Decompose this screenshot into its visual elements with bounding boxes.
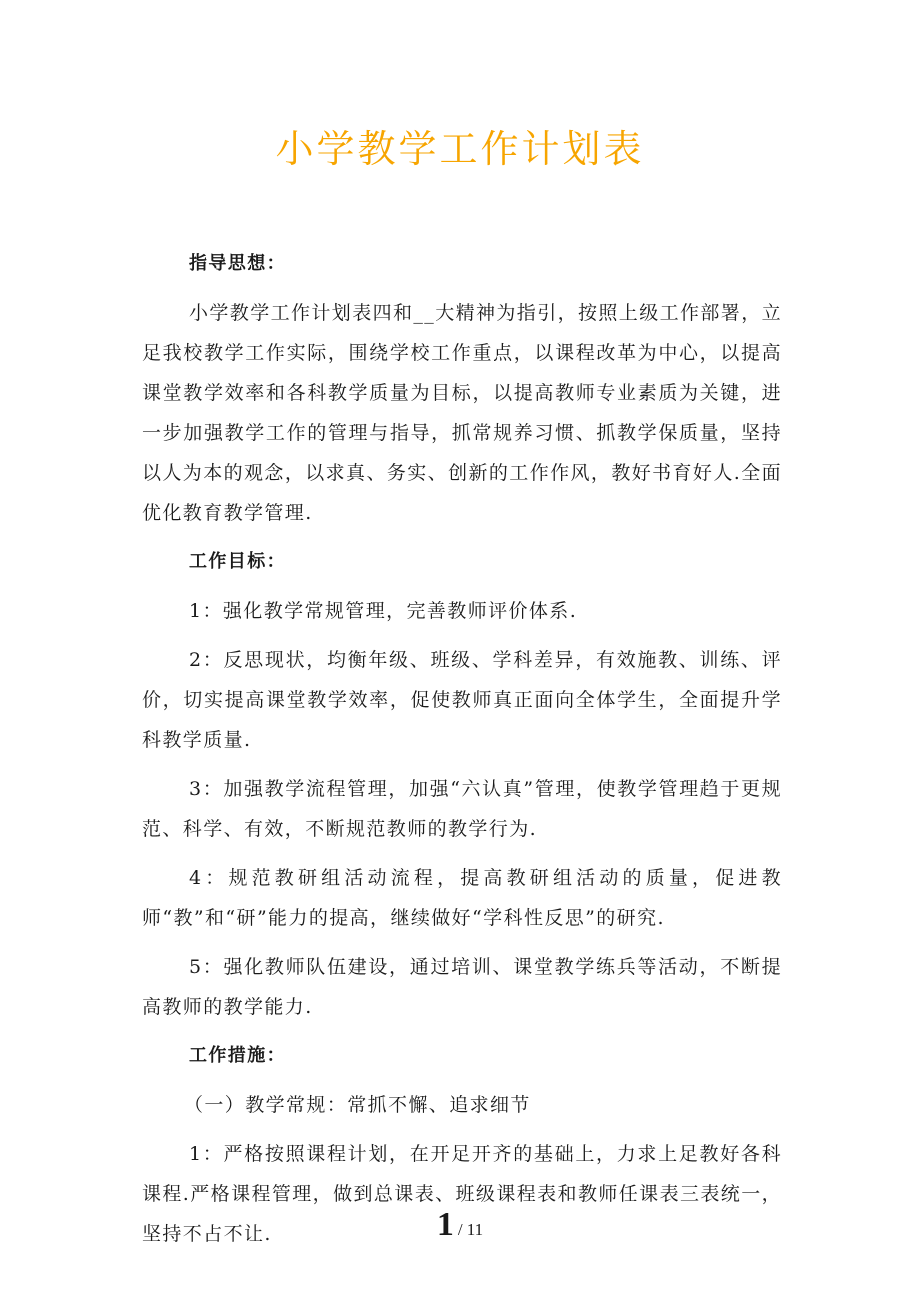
total-pages: / 11 [457,1220,484,1239]
paragraph: 3：加强教学流程管理，加强“六认真”管理，使教学管理趋于更规范、科学、有效，不断规范教师的教学行为. [142,778,782,840]
page-number [0,1206,920,1244]
paragraph: 4：规范教研组活动流程，提高教研组活动的质量，促进教师“教”和“研”能力的提高，继续做好“学科性反思”的研究. [142,867,782,929]
current-page-number: 1 [436,1206,454,1243]
paragraph: 1：强化教学常规管理，完善教师评价体系. [189,600,578,622]
document-body [142,244,782,1263]
document-title: 小学教学工作计划表 [275,127,645,171]
paragraph: 小学教学工作计划表四和__大精神为指引，按照上级工作部署，立足我校教学工作实际，围绕学校工作重点，以课程改革为中心，以提高课堂教学效率和各科教学质量为目标，以提高教师专业素质为关键，进一步加强教学工作的管理与指导，抓常规养习惯、抓教学保质量，坚持以人为本的观念，以求真、务实、创新的工作作风，教好书育好人.全面优化教育教学管理. [142,302,783,524]
section-heading-guiding-ideology: 指导思想： [189,253,286,274]
paragraph: 2：反思现状，均衡年级、班级、学科差异，有效施教、训练、评价，切实提高课堂教学效率，促使教师真正面向全体学生，全面提升学科教学质量. [142,649,782,751]
paragraph: 5：强化教师队伍建设，通过培训、课堂教学练兵等活动，不断提高教师的教学能力. [142,956,782,1018]
subsection-heading: （一）教学常规：常抓不懈、追求细节 [184,1094,531,1116]
section-heading-work-goals: 工作目标： [189,551,286,572]
paragraph: 1：严格按照课程计划，在开足开齐的基础上，力求上足教好各科课程.严格课程管理，做到总课表、班级课程表和教师任课表三表统一，坚持不占不让. [142,1143,782,1245]
section-heading-work-measures: 工作措施： [189,1045,286,1066]
